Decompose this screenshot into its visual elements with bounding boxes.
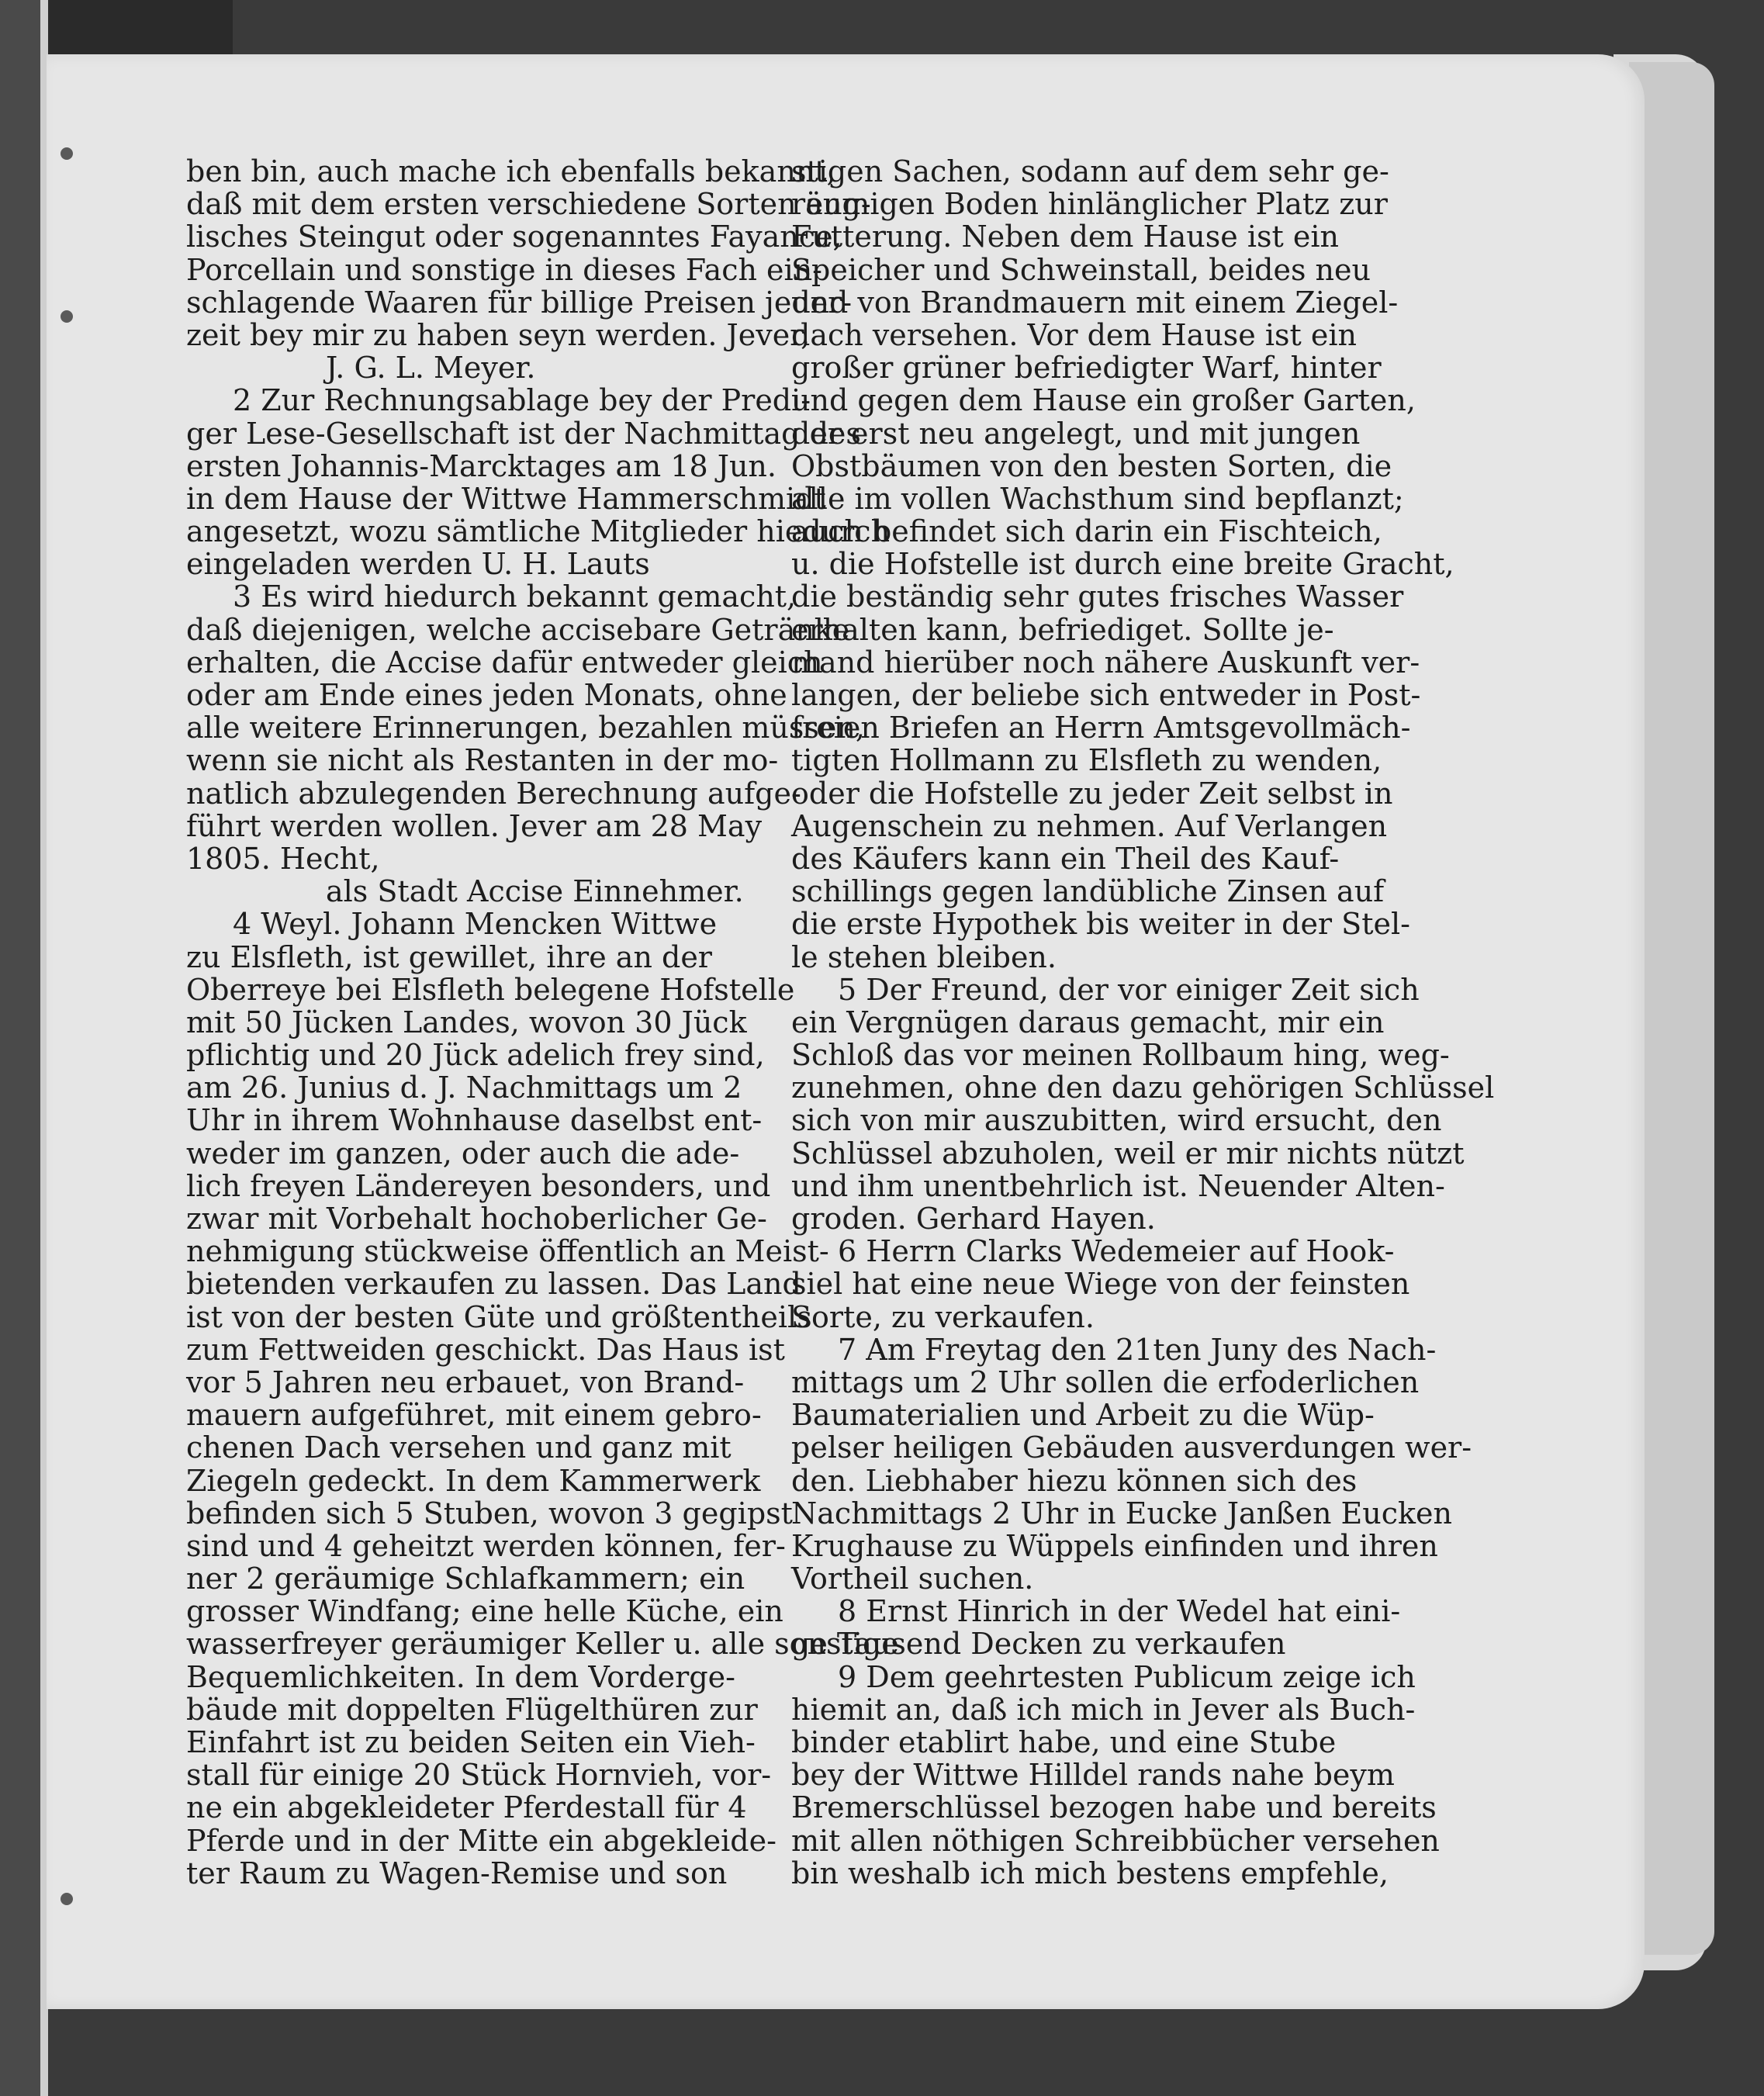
text-line: am 26. Junius d. J. Nachmittags um 2 xyxy=(186,1070,742,1105)
text-line: angesetzt, wozu sämtliche Mitglieder hiedurch xyxy=(186,514,891,549)
text-line: Schloß das vor meinen Rollbaum hing, weg- xyxy=(791,1038,1450,1073)
text-line: zum Fettweiden geschickt. Das Haus ist xyxy=(186,1332,785,1367)
text-line: pflichtig und 20 Jück adelich frey sind, xyxy=(186,1038,765,1073)
text-line: sich von mir auszubitten, wird ersucht, den xyxy=(791,1103,1442,1138)
text-line: Uhr in ihrem Wohnhause daselbst ent- xyxy=(186,1103,763,1138)
text-line: u. die Hofstelle ist durch eine breite Gracht, xyxy=(791,547,1454,582)
text-line: schillings gegen landübliche Zinsen auf xyxy=(791,874,1385,909)
text-line: der erst neu angelegt, und mit jungen xyxy=(791,416,1361,451)
text-line: Bremerschlüssel bezogen habe und bereits xyxy=(791,1790,1437,1825)
text-line: Oberreye bei Elsfleth belegene Hofstelle xyxy=(186,972,795,1007)
text-line: pelser heiligen Gebäuden ausverdungen wer- xyxy=(791,1430,1472,1465)
text-line: mit 50 Jücken Landes, wovon 30 Jück xyxy=(186,1005,747,1039)
text-line: bäude mit doppelten Flügelthüren zur xyxy=(186,1692,758,1727)
text-line: Baumaterialien und Arbeit zu die Wüp- xyxy=(791,1398,1375,1433)
text-line: stall für einige 20 Stück Hornvieh, vor- xyxy=(186,1758,772,1793)
text-line: ge Tausend Decken zu verkaufen xyxy=(791,1627,1286,1662)
text-line: die erste Hypothek bis weiter in der Stel- xyxy=(791,907,1410,942)
text-line: oder die Hofstelle zu jeder Zeit selbst in xyxy=(791,776,1393,811)
text-line: 5 Der Freund, der vor einiger Zeit sich xyxy=(838,972,1420,1007)
binding-hole xyxy=(61,310,73,323)
text-line: und ihm unentbehrlich ist. Neuender Alten- xyxy=(791,1168,1445,1203)
text-line: mauern aufgeführet, mit einem gebro- xyxy=(186,1398,762,1433)
text-line: erhalten kann, befriediget. Sollte je- xyxy=(791,612,1334,647)
right-column xyxy=(791,154,1495,1890)
text-line: wenn sie nicht als Restanten in der mo- xyxy=(186,743,779,778)
text-line: Einfahrt ist zu beiden Seiten ein Vieh- xyxy=(186,1725,756,1759)
text-line: natlich abzulegenden Berechnung aufge- xyxy=(186,776,801,811)
text-line: dach versehen. Vor dem Hause ist ein xyxy=(791,317,1357,352)
text-line: und von Brandmauern mit einem Ziegel- xyxy=(791,285,1399,320)
text-line: ner 2 geräumige Schlafkammern; ein xyxy=(186,1562,745,1596)
text-line: die beständig sehr gutes frisches Wasser xyxy=(791,579,1404,614)
text-line: Augenschein zu nehmen. Auf Verlangen xyxy=(791,808,1388,843)
binding-hole xyxy=(61,147,73,160)
text-line: tigten Hollmann zu Elsfleth zu wenden, xyxy=(791,743,1382,778)
text-line: daß diejenigen, welche accisebare Getränke xyxy=(186,612,850,647)
text-line: 8 Ernst Hinrich in der Wedel hat eini- xyxy=(838,1594,1401,1629)
text-line: lisches Steingut oder sogenanntes Fayance, xyxy=(186,220,842,254)
text-line: auch befindet sich darin ein Fischteich, xyxy=(791,514,1382,549)
text-line: Krughause zu Wüppels einfinden und ihren xyxy=(791,1528,1438,1563)
text-line: oder am Ende eines jeden Monats, ohne xyxy=(186,678,787,712)
text-line: ter Raum zu Wagen-Remise und son xyxy=(186,1856,728,1890)
text-line: alle im vollen Wachsthum sind bepflanzt; xyxy=(791,481,1404,516)
text-line: in dem Hause der Wittwe Hammerschmidt xyxy=(186,481,826,516)
text-line: Speicher und Schweinstall, beides neu xyxy=(791,252,1371,287)
text-line: daß mit dem ersten verschiedene Sorten eng- xyxy=(186,187,871,222)
text-line: hiemit an, daß ich mich in Jever als Buch- xyxy=(791,1692,1416,1727)
binding-hole xyxy=(61,1893,73,1905)
text-line: mittags um 2 Uhr sollen die erfoderlichen xyxy=(791,1364,1420,1399)
text-line: erhalten, die Accise dafür entweder gleich xyxy=(186,645,823,680)
text-line: groden. Gerhard Hayen. xyxy=(791,1202,1156,1236)
text-line: langen, der beliebe sich entweder in Post- xyxy=(791,678,1421,712)
text-line: bietenden verkaufen zu lassen. Das Land xyxy=(186,1267,801,1302)
text-line: Sorte, zu verkaufen. xyxy=(791,1299,1095,1334)
text-line: 1805. Hecht, xyxy=(186,841,380,876)
text-line: vor 5 Jahren neu erbauet, von Brand- xyxy=(186,1364,745,1399)
text-line: ne ein abgekleideter Pferdestall für 4 xyxy=(186,1790,747,1825)
text-line: Bequemlichkeiten. In dem Vorderge- xyxy=(186,1659,735,1694)
text-line: sind und 4 geheitzt werden können, fer- xyxy=(186,1528,786,1563)
text-line: 7 Am Freytag den 21ten Juny des Nach- xyxy=(838,1332,1437,1367)
book-spine xyxy=(0,0,40,2096)
text-line: nehmigung stückweise öffentlich an Meist- xyxy=(186,1234,829,1269)
text-line: alle weitere Erinnerungen, bezahlen müssen, xyxy=(186,711,865,745)
text-line: und gegen dem Hause ein großer Garten, xyxy=(791,383,1416,418)
text-line: freien Briefen an Herrn Amtsgevollmäch- xyxy=(791,711,1411,745)
text-line: ersten Johannis-Marcktages am 18 Jun. xyxy=(186,448,777,483)
text-line: als Stadt Accise Einnehmer. xyxy=(326,874,744,909)
text-line: führt werden wollen. Jever am 28 May xyxy=(186,808,763,843)
text-line: bey der Wittwe Hilldel rands nahe beym xyxy=(791,1758,1395,1793)
text-line: ger Lese-Gesellschaft ist der Nachmittag des xyxy=(186,416,861,451)
text-line: grosser Windfang; eine helle Küche, ein xyxy=(186,1594,783,1629)
text-line: le stehen bleiben. xyxy=(791,939,1057,974)
text-line: eingeladen werden U. H. Lauts xyxy=(186,547,650,582)
text-line: räumigen Boden hinlänglicher Platz zur xyxy=(791,187,1388,222)
text-line: den. Liebhaber hiezu können sich des xyxy=(791,1463,1358,1498)
text-line: weder im ganzen, oder auch die ade- xyxy=(186,1136,740,1171)
text-line: zunehmen, ohne den dazu gehörigen Schlüssel xyxy=(791,1070,1495,1105)
text-line: großer grüner befriedigter Warf, hinter xyxy=(791,351,1382,386)
text-line: Nachmittags 2 Uhr in Eucke Janßen Eucken xyxy=(791,1496,1453,1530)
left-column xyxy=(186,154,899,1890)
text-line: lich freyen Ländereyen besonders, und xyxy=(186,1168,771,1203)
text-line: zeit bey mir zu haben seyn werden. Jever, xyxy=(186,317,811,352)
text-line: schlagende Waaren für billige Preisen jeder- xyxy=(186,285,853,320)
text-line: ben bin, auch mache ich ebenfalls bekannt, xyxy=(186,154,836,189)
text-line: befinden sich 5 Stuben, wovon 3 gegipst xyxy=(186,1496,793,1530)
text-line: ein Vergnügen daraus gemacht, mir ein xyxy=(791,1005,1385,1039)
text-line: zu Elsfleth, ist gewillet, ihre an der xyxy=(186,939,712,974)
text-line: siel hat eine neue Wiege von der feinsten xyxy=(791,1267,1410,1302)
text-line: Schlüssel abzuholen, weil er mir nichts nützt xyxy=(791,1136,1465,1171)
text-line: Futterung. Neben dem Hause ist ein xyxy=(791,220,1339,254)
text-line: 3 Es wird hiedurch bekannt gemacht, xyxy=(233,579,797,614)
text-line: Vortheil suchen. xyxy=(791,1562,1034,1596)
text-line: ist von der besten Güte und größtentheils xyxy=(186,1299,812,1334)
text-line: 6 Herrn Clarks Wedemeier auf Hook- xyxy=(838,1234,1395,1269)
text-line: des Käufers kann ein Theil des Kauf- xyxy=(791,841,1340,876)
text-line: Porcellain und sonstige in dieses Fach ein- xyxy=(186,252,823,287)
text-line: mand hierüber noch nähere Auskunft ver- xyxy=(791,645,1420,680)
text-line: binder etablirt habe, und eine Stube xyxy=(791,1725,1337,1759)
text-line: stigen Sachen, sodann auf dem sehr ge- xyxy=(791,154,1389,189)
text-line: 2 Zur Rechnungsablage bey der Predi- xyxy=(233,383,811,418)
text-line: chenen Dach versehen und ganz mit xyxy=(186,1430,732,1465)
text-line: Ziegeln gedeckt. In dem Kammerwerk xyxy=(186,1463,761,1498)
text-line: Obstbäumen von den besten Sorten, die xyxy=(791,448,1392,483)
text-line: mit allen nöthigen Schreibbücher versehen xyxy=(791,1823,1440,1858)
document-page xyxy=(47,54,1645,2009)
text-line: bin weshalb ich mich bestens empfehle, xyxy=(791,1856,1389,1890)
text-line: 4 Weyl. Johann Mencken Wittwe xyxy=(233,907,718,942)
text-line: zwar mit Vorbehalt hochoberlicher Ge- xyxy=(186,1202,767,1236)
text-line: Pferde und in der Mitte ein abgekleide- xyxy=(186,1823,777,1858)
text-line: 9 Dem geehrtesten Publicum zeige ich xyxy=(838,1659,1416,1694)
text-line: J. G. L. Meyer. xyxy=(326,351,536,386)
text-line: wasserfreyer geräumiger Keller u. alle sonstige xyxy=(186,1627,899,1662)
